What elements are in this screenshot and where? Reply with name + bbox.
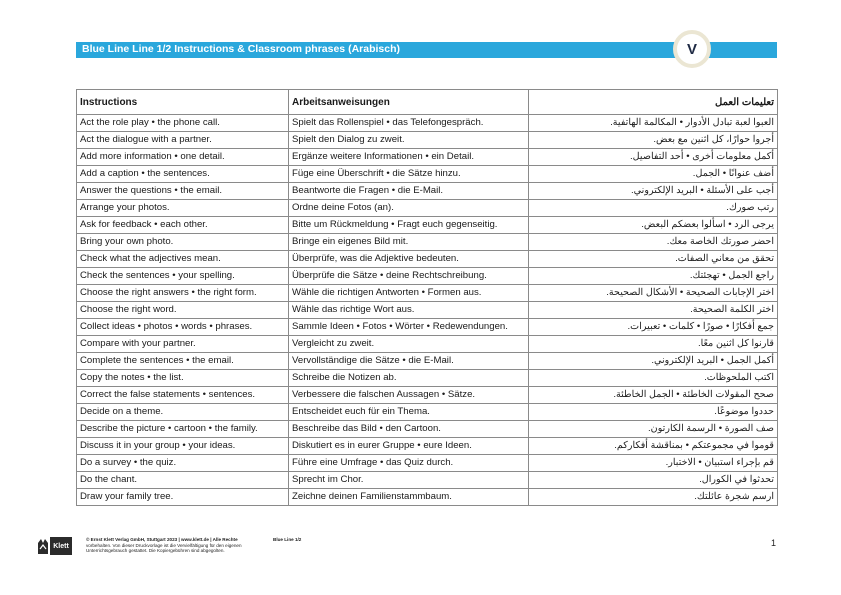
- arbeitsanweisung-cell: Ergänze weitere Informationen • ein Detail.: [289, 149, 529, 166]
- table-row: [77, 455, 778, 472]
- table-row: [77, 285, 778, 302]
- arabic-cell: رتب صورك.: [529, 200, 778, 217]
- arbeitsanweisung-cell: Sammle Ideen • Fotos • Wörter • Redewendungen.: [289, 319, 529, 336]
- table-row: [77, 166, 778, 183]
- arabic-cell: أضف عنوانًا • الجمل.: [529, 166, 778, 183]
- table-row: [77, 421, 778, 438]
- instruction-cell: Do the chant.: [77, 472, 289, 489]
- arabic-cell: قم بإجراء استبيان • الاختبار.: [529, 455, 778, 472]
- instruction-cell: Discuss it in your group • your ideas.: [77, 438, 289, 455]
- instruction-cell: Complete the sentences • the email.: [77, 353, 289, 370]
- arabic-cell: جمع أفكارًا • صورًا • كلمات • تعبيرات.: [529, 319, 778, 336]
- instruction-cell: Compare with your partner.: [77, 336, 289, 353]
- instruction-cell: Check what the adjectives mean.: [77, 251, 289, 268]
- instruction-cell: Add more information • one detail.: [77, 149, 289, 166]
- copyright-line: © Ernst Klett Verlag GmbH, Stuttgart 2023 | www.klett.de | Alle Rechte: [86, 537, 238, 542]
- arbeitsanweisung-cell: Wähle die richtigen Antworten • Formen aus.: [289, 285, 529, 302]
- header-bar: [76, 42, 777, 58]
- instruction-cell: Decide on a theme.: [77, 404, 289, 421]
- column-header-arbeitsanweisungen: Arbeitsanweisungen: [289, 90, 529, 115]
- arbeitsanweisung-cell: Vergleicht zu zweit.: [289, 336, 529, 353]
- table-row: [77, 251, 778, 268]
- instruction-cell: Describe the picture • cartoon • the family.: [77, 421, 289, 438]
- header-title: Blue Line Line 1/2 Instructions & Classroom phrases (Arabisch): [82, 43, 400, 55]
- column-header-instructions: Instructions: [77, 90, 289, 115]
- arbeitsanweisung-cell: Bitte um Rückmeldung • Fragt euch gegenseitig.: [289, 217, 529, 234]
- arabic-cell: ارسم شجرة عائلتك.: [529, 489, 778, 506]
- arbeitsanweisung-cell: Verbessere die falschen Aussagen • Sätze.: [289, 387, 529, 404]
- arabic-cell: أجب على الأسئلة • البريد الإلكتروني.: [529, 183, 778, 200]
- table-row: [77, 336, 778, 353]
- arbeitsanweisung-cell: Zeichne deinen Familienstammbaum.: [289, 489, 529, 506]
- instruction-cell: Ask for feedback • each other.: [77, 217, 289, 234]
- table-row: [77, 302, 778, 319]
- arbeitsanweisung-cell: Spielt das Rollenspiel • das Telefongespräch.: [289, 115, 529, 132]
- klett-logo-text: Klett: [50, 537, 72, 555]
- table-row: [77, 183, 778, 200]
- table-row: [77, 217, 778, 234]
- table-row: [77, 132, 778, 149]
- arbeitsanweisung-cell: Schreibe die Notizen ab.: [289, 370, 529, 387]
- table-row: [77, 489, 778, 506]
- arabic-cell: اختر الإجابات الصحيحة • الأشكال الصحيحة.: [529, 285, 778, 302]
- table-row: [77, 115, 778, 132]
- table-row: [77, 404, 778, 421]
- instruction-cell: Copy the notes • the list.: [77, 370, 289, 387]
- instruction-cell: Answer the questions • the email.: [77, 183, 289, 200]
- copyright-line: Unterrichtsgebrauch gestattet. Die Kopiergebühren sind abgegolten.: [86, 548, 225, 554]
- table-row: [77, 438, 778, 455]
- copyright-notice: [86, 537, 261, 554]
- copyright-line: vorbehalten. Von dieser Druckvorlage ist die Vervielfältigung für den eigenen: [86, 542, 242, 548]
- table-row: [77, 472, 778, 489]
- phrases-table: [76, 89, 778, 506]
- table-row: [77, 268, 778, 285]
- arbeitsanweisung-cell: Bringe ein eigenes Bild mit.: [289, 234, 529, 251]
- arabic-cell: اكتب الملحوظات.: [529, 370, 778, 387]
- arbeitsanweisung-cell: Sprecht im Chor.: [289, 472, 529, 489]
- arbeitsanweisung-cell: Beschreibe das Bild • den Cartoon.: [289, 421, 529, 438]
- arabic-cell: احضر صورتك الخاصة معك.: [529, 234, 778, 251]
- arabic-cell: أكمل الجمل • البريد الإلكتروني.: [529, 353, 778, 370]
- instruction-cell: Check the sentences • your spelling.: [77, 268, 289, 285]
- instruction-cell: Draw your family tree.: [77, 489, 289, 506]
- arbeitsanweisung-cell: Überprüfe die Sätze • deine Rechtschreibung.: [289, 268, 529, 285]
- arabic-cell: حددوا موضوعًا.: [529, 404, 778, 421]
- arbeitsanweisung-cell: Überprüfe, was die Adjektive bedeuten.: [289, 251, 529, 268]
- arbeitsanweisung-cell: Entscheidet euch für ein Thema.: [289, 404, 529, 421]
- table-body: [77, 115, 778, 506]
- instruction-cell: Collect ideas • photos • words • phrases.: [77, 319, 289, 336]
- page-number: 1: [771, 538, 777, 548]
- arabic-cell: اختر الكلمة الصحيحة.: [529, 302, 778, 319]
- arabic-cell: أجروا حوارًا، كل اثنين مع بعض.: [529, 132, 778, 149]
- arabic-cell: تحدثوا في الكورال.: [529, 472, 778, 489]
- arbeitsanweisung-cell: Vervollständige die Sätze • die E-Mail.: [289, 353, 529, 370]
- instruction-cell: Choose the right word.: [77, 302, 289, 319]
- instruction-cell: Add a caption • the sentences.: [77, 166, 289, 183]
- table-row: [77, 319, 778, 336]
- column-header-arabic: تعليمات العمل: [529, 90, 778, 115]
- arbeitsanweisung-cell: Wähle das richtige Wort aus.: [289, 302, 529, 319]
- arabic-cell: تحقق من معاني الصفات.: [529, 251, 778, 268]
- table-header-row: [77, 90, 778, 115]
- table-row: [77, 353, 778, 370]
- klett-logo-mark: [36, 537, 50, 555]
- instruction-cell: Choose the right answers • the right form.: [77, 285, 289, 302]
- instruction-cell: Act the role play • the phone call.: [77, 115, 289, 132]
- instruction-cell: Bring your own photo.: [77, 234, 289, 251]
- arbeitsanweisung-cell: Ordne deine Fotos (an).: [289, 200, 529, 217]
- arabic-cell: صف الصورة • الرسمة الكارتون.: [529, 421, 778, 438]
- arabic-cell: راجع الجمل • تهجئتك.: [529, 268, 778, 285]
- table-row: [77, 234, 778, 251]
- instruction-cell: Arrange your photos.: [77, 200, 289, 217]
- arabic-cell: العبوا لعبة تبادل الأدوار • المكالمة الهاتفية.: [529, 115, 778, 132]
- arabic-cell: صحح المقولات الخاطئة • الجمل الخاطئة.: [529, 387, 778, 404]
- arbeitsanweisung-cell: Führe eine Umfrage • das Quiz durch.: [289, 455, 529, 472]
- arbeitsanweisung-cell: Füge eine Überschrift • die Sätze hinzu.: [289, 166, 529, 183]
- arbeitsanweisung-cell: Beantworte die Fragen • die E-Mail.: [289, 183, 529, 200]
- arbeitsanweisung-cell: Diskutiert es in eurer Gruppe • eure Ideen.: [289, 438, 529, 455]
- level-badge: V: [673, 30, 711, 68]
- table-row: [77, 370, 778, 387]
- table-row: [77, 200, 778, 217]
- instruction-cell: Act the dialogue with a partner.: [77, 132, 289, 149]
- arabic-cell: قارنوا كل اثنين معًا.: [529, 336, 778, 353]
- instruction-cell: Correct the false statements • sentences.: [77, 387, 289, 404]
- table-row: [77, 387, 778, 404]
- arabic-cell: أكمل معلومات أخرى • أحد التفاصيل.: [529, 149, 778, 166]
- arbeitsanweisung-cell: Spielt den Dialog zu zweit.: [289, 132, 529, 149]
- table-row: [77, 149, 778, 166]
- arabic-cell: يرجى الرد • اسألوا بعضكم البعض.: [529, 217, 778, 234]
- klett-logo: [36, 537, 72, 555]
- instruction-cell: Do a survey • the quiz.: [77, 455, 289, 472]
- arabic-cell: قوموا في مجموعتكم • بمناقشة أفكاركم.: [529, 438, 778, 455]
- book-reference: Blue Line 1/2: [273, 537, 302, 542]
